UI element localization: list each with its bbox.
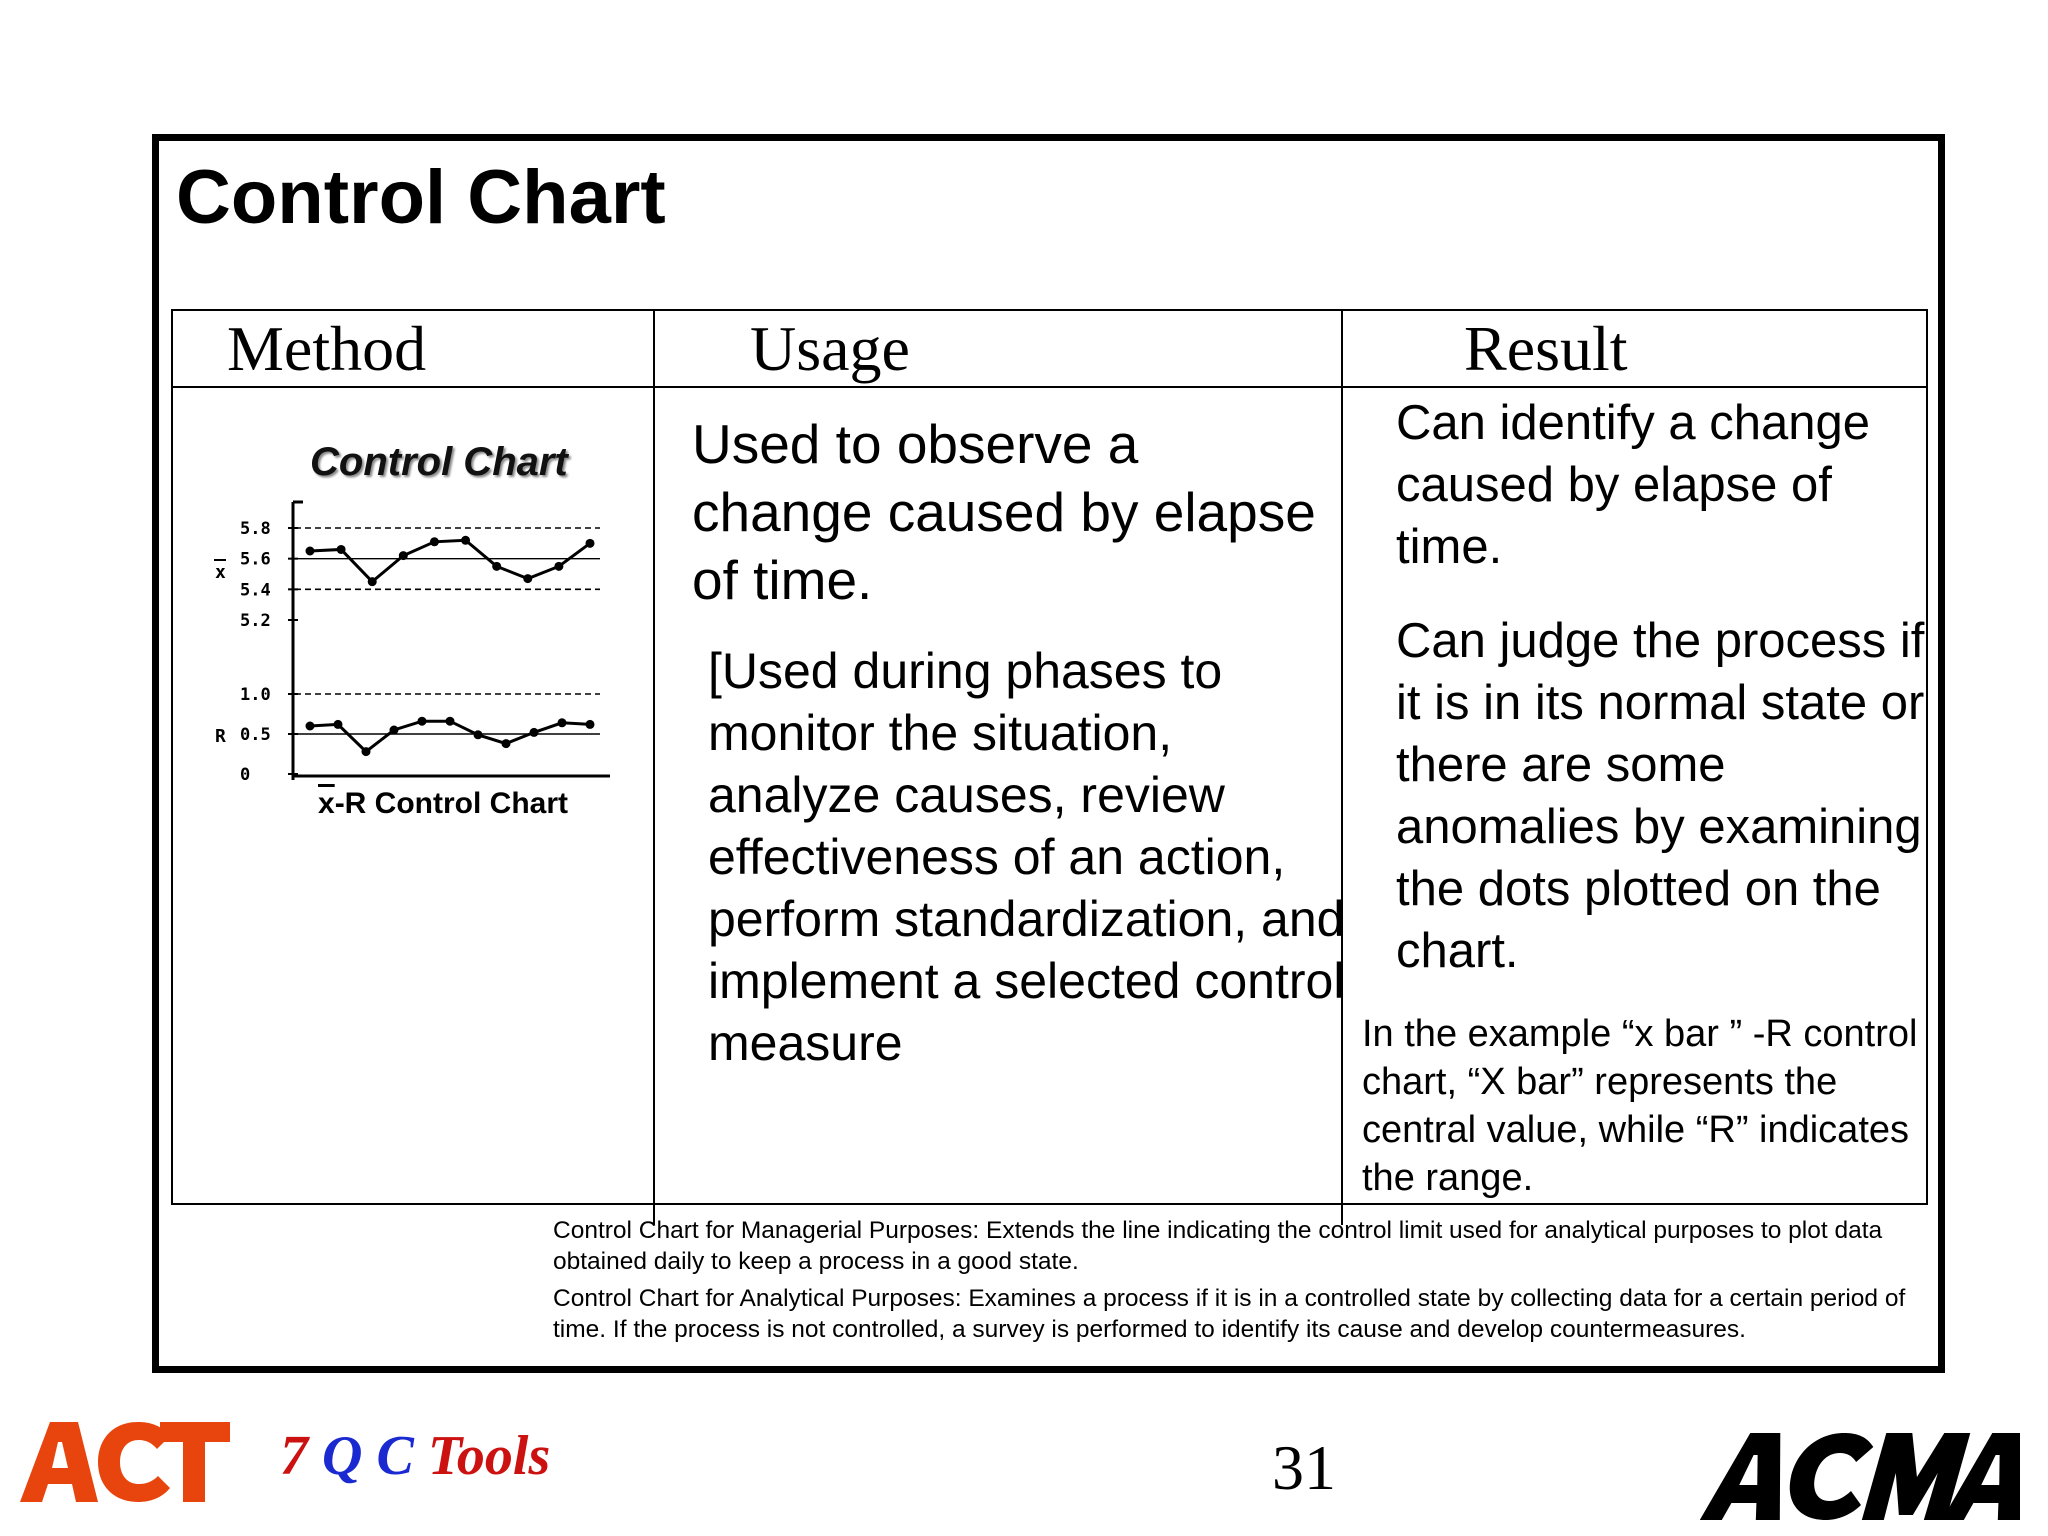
mini-chart-title: Control Chart	[310, 440, 568, 484]
qc-tools: Tools	[427, 1425, 551, 1487]
act-logo	[20, 1418, 230, 1506]
xbar-data-point	[430, 537, 439, 546]
table-column-divider-1	[653, 309, 655, 1225]
note-managerial: Control Chart for Managerial Purposes: Extends the line indicating the control limit used for analytical purposes to plot data obtained daily to keep a process in a good state.	[553, 1217, 1883, 1275]
xbar-data-point	[337, 545, 346, 554]
r-data-point	[502, 739, 511, 748]
header-usage: Usage	[750, 313, 910, 384]
r-data-point	[446, 717, 455, 726]
xbar-data-point	[399, 551, 408, 560]
result-paragraph-2: Can judge the process if it is in its normal state or there are some anomalies by examining the dots plotted on the chart.	[1396, 614, 1925, 978]
page-number: 31	[1272, 1432, 1336, 1503]
r-data-point	[362, 747, 371, 756]
usage-detail-text: [Used during phases to monitor the situation, analyze causes, review effectiveness of an action, perform standardization, and implement a selected control measure	[708, 643, 1345, 1071]
qc-q: Q	[322, 1425, 363, 1487]
xbar-r-control-chart	[200, 490, 620, 790]
r-tick-label: 1.0	[240, 685, 271, 705]
qc-c: C	[376, 1425, 414, 1487]
xbar-tick-label: 5.8	[240, 519, 271, 539]
mini-chart-caption	[318, 787, 568, 821]
xbar-tick-label: 5.4	[240, 580, 271, 601]
result-paragraph-1: Can identify a change caused by elapse of time.	[1396, 396, 1870, 574]
xbar-data-point	[492, 562, 501, 571]
table-header-divider	[171, 386, 1928, 388]
r-axis-label: R	[215, 726, 226, 747]
xbar-data-point	[554, 562, 563, 571]
xbar-data-point	[586, 539, 595, 548]
xbar-data-point	[306, 547, 315, 556]
qc-number: 7	[280, 1425, 308, 1487]
xbar-data-point	[461, 536, 470, 545]
xbar-data-point	[523, 574, 532, 583]
r-series-line	[310, 721, 590, 751]
acma-logo-text: ACMA	[1700, 1425, 1703, 1426]
xbar-series-line	[310, 540, 590, 581]
caption-rest: -R Control Chart	[334, 787, 568, 820]
r-data-point	[558, 718, 567, 727]
acma-logo	[1700, 1425, 2020, 1525]
xbar-data-point	[368, 577, 377, 586]
seven-qc-tools-label	[280, 1425, 551, 1487]
r-data-point	[586, 720, 595, 729]
r-data-point	[334, 720, 343, 729]
r-tick-label: 0	[240, 765, 251, 785]
r-data-point	[390, 726, 399, 735]
xbar-tick-label: 5.2	[240, 611, 271, 631]
xbar-tick-label: 5.6	[240, 549, 271, 570]
r-data-point	[418, 717, 427, 726]
note-analytical: Control Chart for Analytical Purposes: Examines a process if it is in a controlled state by collecting data for a certain period of time. If the process is not controlled, a survey is performed to identify its cause and develop countermeasures.	[553, 1285, 1906, 1343]
r-data-point	[306, 722, 315, 731]
r-tick-label: 0.5	[240, 725, 271, 745]
header-method: Method	[227, 313, 427, 384]
r-data-point	[474, 730, 483, 739]
header-result: Result	[1464, 313, 1628, 384]
r-data-point	[530, 728, 539, 737]
slide-title: Control Chart	[176, 155, 666, 240]
act-logo-text: ACT	[20, 1418, 22, 1419]
usage-main-text: Used to observe a change caused by elapse of time.	[692, 413, 1316, 611]
xbar-symbol: $\overline{x}$	[318, 787, 335, 820]
result-paragraph-3: In the example “x bar ” -R control chart, “X bar” represents the central value, while “R” indicates the range.	[1362, 1013, 1918, 1199]
xbar-axis-label: x	[215, 562, 226, 583]
